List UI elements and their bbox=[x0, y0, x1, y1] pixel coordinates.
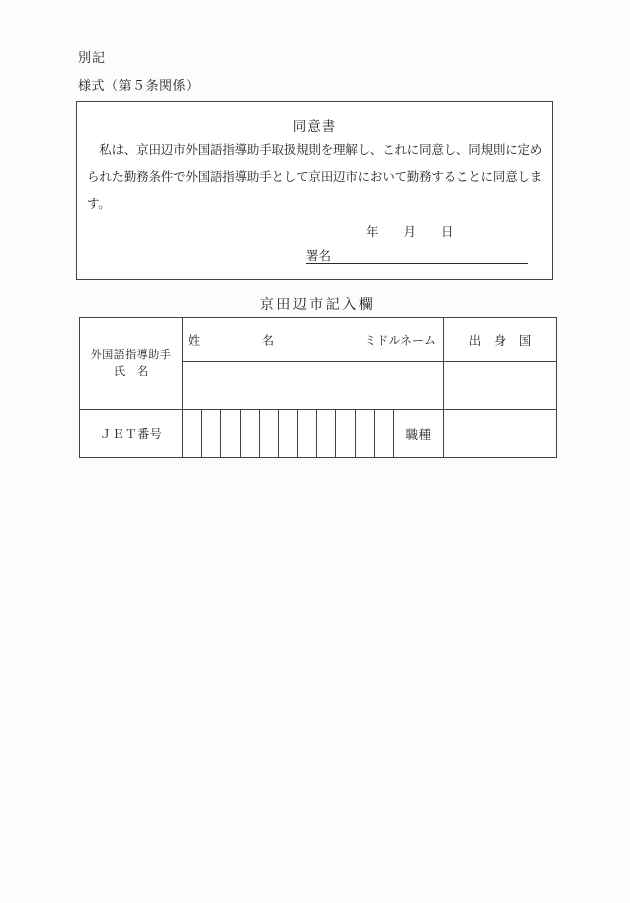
name-entry-cell bbox=[183, 362, 444, 410]
country-header-label: 出 身 国 bbox=[468, 333, 532, 348]
country-entry-cell bbox=[444, 362, 556, 410]
name-header-cell bbox=[183, 318, 444, 362]
signature-line bbox=[306, 246, 528, 264]
jet-digit-box bbox=[221, 410, 240, 457]
jet-digit-box bbox=[298, 410, 317, 457]
jet-digit-box bbox=[183, 410, 202, 457]
jet-digit-box bbox=[279, 410, 298, 457]
job-type-label: 職種 bbox=[405, 427, 432, 442]
signature-label: 署名 bbox=[306, 249, 332, 263]
assistant-label-line1: 外国語指導助手 bbox=[90, 348, 172, 361]
jet-digit-box bbox=[336, 410, 355, 457]
surname-header-label: 姓 bbox=[188, 333, 201, 347]
consent-body-line-2: られた勤務条件で外国語指導助手として京田辺市において勤務することに同意しま bbox=[87, 170, 543, 184]
jet-digit-boxes bbox=[183, 410, 394, 457]
jet-number-row-cell bbox=[183, 410, 444, 457]
consent-body-line-3: す。 bbox=[87, 197, 111, 211]
city-entry-table bbox=[79, 317, 557, 458]
appendix-label: 別記 bbox=[78, 50, 107, 65]
jet-number-label-cell bbox=[80, 410, 183, 457]
jet-digit-box bbox=[241, 410, 260, 457]
form-reference-label: 様式（第５条関係） bbox=[78, 78, 200, 93]
middle-name-header-label: ミドルネーム bbox=[364, 333, 436, 347]
city-entry-heading: 京田辺市記入欄 bbox=[259, 298, 376, 313]
consent-title: 同意書 bbox=[292, 119, 337, 134]
date-line: 年 月 日 bbox=[366, 225, 454, 239]
assistant-name-label-cell bbox=[80, 318, 183, 410]
jet-digit-box bbox=[317, 410, 336, 457]
jet-digit-box bbox=[356, 410, 375, 457]
jet-digit-box bbox=[260, 410, 279, 457]
job-type-entry-cell bbox=[444, 410, 556, 457]
given-name-header-label: 名 bbox=[262, 333, 275, 347]
job-type-label-cell bbox=[394, 410, 443, 457]
jet-digit-box bbox=[202, 410, 221, 457]
jet-number-label: ＪＥＴ番号 bbox=[99, 427, 163, 441]
jet-digit-box bbox=[375, 410, 394, 457]
assistant-label-line2: 氏 名 bbox=[113, 365, 149, 378]
consent-body-line-1: 私は、京田辺市外国語指導助手取扱規則を理解し、これに同意し、同規則に定め bbox=[87, 143, 543, 157]
country-header-cell bbox=[444, 318, 556, 362]
consent-form-box bbox=[76, 101, 553, 280]
